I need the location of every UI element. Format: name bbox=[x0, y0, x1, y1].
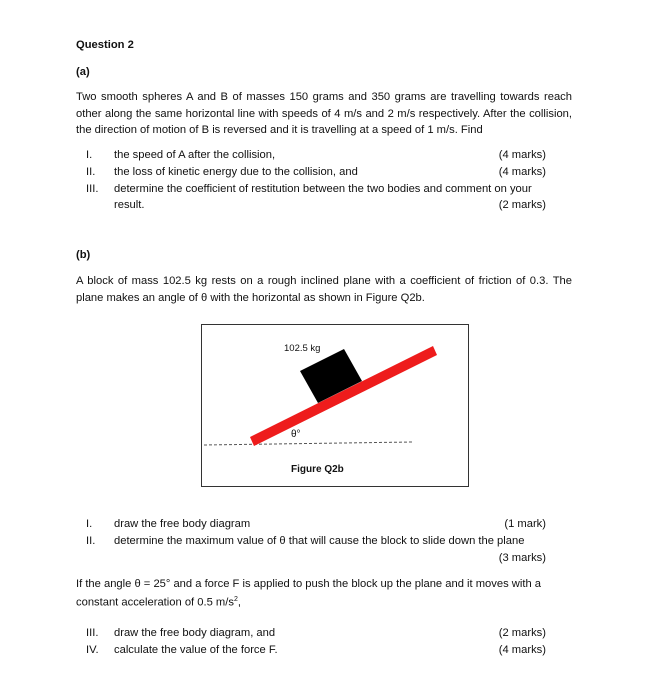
followup-line-1: If the angle θ = 25° and a force F is applied to push the block up the plane and it moves with a bbox=[76, 578, 542, 590]
item-text: calculate the value of the force F. bbox=[114, 644, 278, 656]
item-text: determine the coefficient of restitution between the two bodies and comment on your bbox=[114, 183, 532, 195]
inclined-plane-diagram bbox=[202, 325, 468, 486]
angle-label: θ° bbox=[291, 429, 301, 440]
item-number: III. bbox=[86, 183, 99, 195]
item-number: I. bbox=[86, 149, 93, 161]
part-b-label: (b) bbox=[76, 249, 91, 261]
followup-text: constant acceleration of 0.5 m/s bbox=[76, 596, 234, 609]
item-number: III. bbox=[86, 627, 99, 639]
question-title: Question 2 bbox=[76, 39, 134, 51]
item-marks: (4 marks) bbox=[498, 149, 546, 161]
mass-label: 102.5 kg bbox=[284, 343, 321, 354]
item-marks: (4 marks) bbox=[498, 166, 546, 178]
followup-line-2 bbox=[76, 592, 572, 611]
item-marks: (2 marks) bbox=[498, 627, 546, 639]
followup-punct: , bbox=[237, 596, 241, 609]
part-b-text: A block of mass 102.5 kg rests on a rough inclined plane with a coefficient of friction of 0.3. The plane makes an angle of θ with the horizontal as shown in Figure Q2b. bbox=[76, 275, 572, 304]
item-text-continued: result. bbox=[114, 199, 145, 211]
item-marks: (3 marks) bbox=[498, 552, 546, 564]
part-a-text: Two smooth spheres A and B of masses 150 grams and 350 grams are travelling towards reach other along the same horizontal line with speeds of 4 m/s and 2 m/s respectively. After the collision, the direction of motion of B is reversed and it is travelling at a speed of 1 m/s. Find bbox=[76, 91, 572, 136]
item-number: I. bbox=[86, 518, 93, 530]
item-text: draw the free body diagram, and bbox=[114, 627, 276, 639]
item-number: II. bbox=[86, 166, 96, 178]
horizontal-reference-line bbox=[204, 442, 412, 445]
figure-caption: Figure Q2b bbox=[291, 464, 344, 475]
item-marks: (1 mark) bbox=[504, 518, 546, 530]
item-marks: (2 marks) bbox=[498, 199, 546, 211]
item-number: IV. bbox=[86, 644, 99, 656]
part-a-label: (a) bbox=[76, 66, 90, 78]
exponent: 2 bbox=[233, 596, 238, 603]
item-number: II. bbox=[86, 535, 96, 547]
item-text: determine the maximum value of θ that will cause the block to slide down the plane bbox=[114, 535, 525, 547]
item-text: the speed of A after the collision, bbox=[114, 149, 276, 161]
item-text: draw the free body diagram bbox=[114, 518, 251, 530]
item-text: the loss of kinetic energy due to the collision, and bbox=[114, 166, 358, 178]
item-marks: (4 marks) bbox=[498, 644, 546, 656]
figure-q2b bbox=[201, 324, 469, 487]
